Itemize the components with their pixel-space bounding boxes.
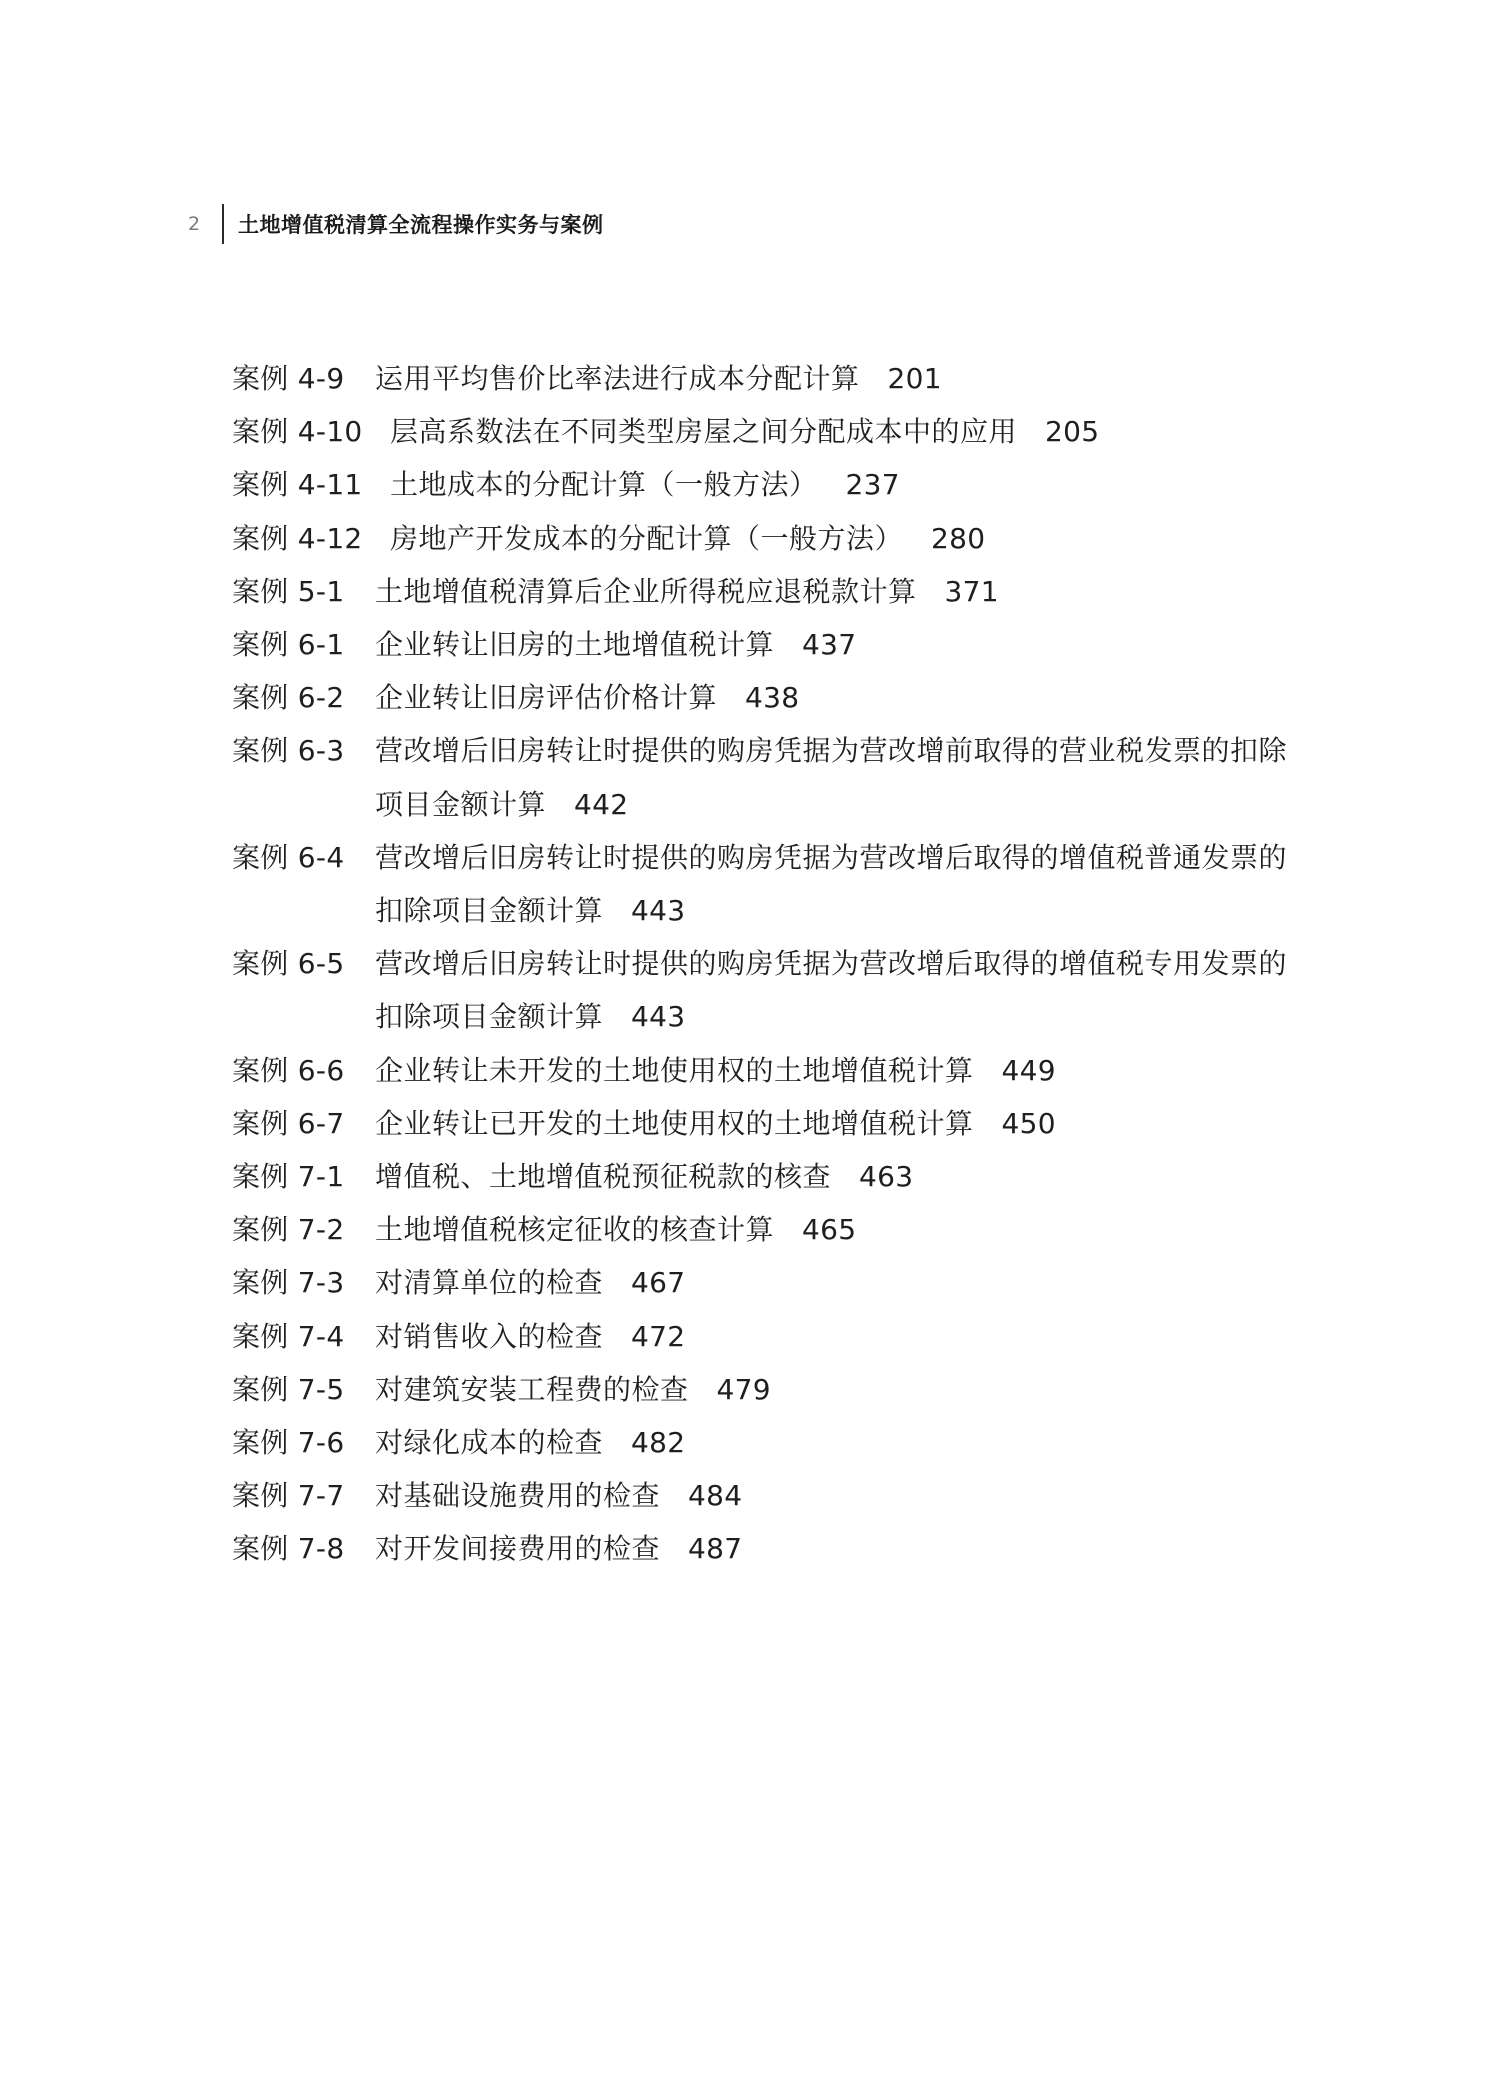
toc-entry-title: 企业转让已开发的土地使用权的土地增值税计算 <box>375 1106 974 1140</box>
toc-entry-title: 对清算单位的检查 <box>375 1266 604 1300</box>
toc-entry-label: 案例 4-9 <box>232 362 345 395</box>
toc-entry[interactable] <box>232 405 1332 458</box>
toc-entry-title: 营改增后旧房转让时提供的购房凭据为营改增前取得的营业税发票的扣除项目金额计算 <box>375 734 1288 821</box>
toc-entry-title: 营改增后旧房转让时提供的购房凭据为营改增后取得的增值税普通发票的扣除项目金额计算 <box>375 840 1288 928</box>
toc-entry-page: 479 <box>716 1372 771 1406</box>
toc-entry-label: 案例 6-3 <box>232 734 345 768</box>
toc-list <box>232 352 1332 1576</box>
toc-entry[interactable] <box>232 1416 1332 1469</box>
toc-entry-label: 案例 7-1 <box>232 1160 345 1194</box>
toc-entry-title: 土地增值税核定征收的核查计算 <box>375 1213 775 1247</box>
toc-entry-title: 土地成本的分配计算（一般方法） <box>390 468 818 502</box>
toc-entry-title: 营改增后旧房转让时提供的购房凭据为营改增后取得的增值税专用发票的扣除项目金额计算 <box>375 947 1288 1034</box>
toc-entry-title: 对销售收入的检查 <box>375 1319 604 1353</box>
toc-entry-label: 案例 7-2 <box>232 1213 345 1247</box>
toc-entry-page: 371 <box>944 574 999 608</box>
running-header <box>188 204 604 244</box>
toc-entry-page: 442 <box>574 787 629 821</box>
toc-entry-label: 案例 6-6 <box>232 1053 345 1087</box>
toc-entry[interactable] <box>232 1097 1332 1150</box>
toc-entry-label: 案例 7-6 <box>232 1426 345 1460</box>
toc-entry-title: 企业转让旧房的土地增值税计算 <box>375 628 775 662</box>
toc-entry[interactable] <box>232 724 1332 830</box>
header-divider <box>222 204 224 244</box>
toc-entry[interactable] <box>232 1256 1332 1309</box>
toc-entry-page: 438 <box>745 681 800 715</box>
toc-entry-title: 对绿化成本的检查 <box>375 1426 604 1460</box>
toc-entry-page: 487 <box>688 1532 743 1566</box>
toc-entry-page: 443 <box>631 1000 686 1034</box>
toc-entry[interactable] <box>232 458 1332 511</box>
toc-entry-page: 450 <box>1001 1106 1056 1140</box>
toc-entry-page: 465 <box>802 1213 857 1247</box>
toc-entry[interactable] <box>232 671 1332 724</box>
toc-entry-page: 280 <box>931 521 986 555</box>
toc-entry-title: 房地产开发成本的分配计算（一般方法） <box>390 521 904 555</box>
toc-entry-label: 案例 4-12 <box>232 521 363 555</box>
toc-entry-page: 201 <box>887 362 942 395</box>
toc-entry-label: 案例 6-7 <box>232 1106 345 1140</box>
toc-entry-title: 企业转让旧房评估价格计算 <box>375 681 718 715</box>
toc-entry[interactable] <box>232 1310 1332 1363</box>
toc-entry-title: 增值税、土地增值税预征税款的核查 <box>375 1160 832 1194</box>
toc-entry-title: 运用平均售价比率法进行成本分配计算 <box>375 362 860 395</box>
toc-entry[interactable] <box>232 1203 1332 1256</box>
toc-entry-label: 案例 6-5 <box>232 947 345 981</box>
toc-entry[interactable] <box>232 1150 1332 1203</box>
toc-entry[interactable] <box>232 565 1332 618</box>
toc-entry-label: 案例 6-1 <box>232 628 345 662</box>
page-number: 2 <box>188 213 201 235</box>
toc-entry-page: 472 <box>631 1319 686 1353</box>
toc-entry-label: 案例 7-5 <box>232 1372 345 1406</box>
toc-entry-title: 对建筑安装工程费的检查 <box>375 1372 689 1406</box>
toc-entry-page: 437 <box>802 628 857 662</box>
toc-entry-title: 企业转让未开发的土地使用权的土地增值税计算 <box>375 1053 974 1087</box>
toc-entry-label: 案例 7-4 <box>232 1319 345 1353</box>
toc-entry[interactable] <box>232 1522 1332 1575</box>
toc-entry-page: 484 <box>688 1479 743 1513</box>
toc-entry[interactable] <box>232 352 1332 405</box>
toc-entry-label: 案例 5-1 <box>232 574 345 608</box>
toc-entry[interactable] <box>232 1363 1332 1416</box>
toc-entry-page: 443 <box>631 894 686 928</box>
toc-entry-page: 237 <box>845 468 900 502</box>
toc-entry[interactable] <box>232 937 1332 1043</box>
toc-entry-page: 205 <box>1045 415 1100 449</box>
toc-entry-page: 463 <box>859 1160 914 1194</box>
toc-entry-label: 案例 6-2 <box>232 681 345 715</box>
toc-entry-title: 对基础设施费用的检查 <box>375 1479 661 1513</box>
toc-entry-label: 案例 7-7 <box>232 1479 345 1513</box>
book-title: 土地增值税清算全流程操作实务与案例 <box>238 213 604 237</box>
toc-entry[interactable] <box>232 618 1332 671</box>
toc-entry-page: 482 <box>631 1426 686 1460</box>
toc-entry-title: 土地增值税清算后企业所得税应退税款计算 <box>375 574 917 608</box>
toc-entry[interactable] <box>232 831 1332 937</box>
toc-entry-label: 案例 7-3 <box>232 1266 345 1300</box>
toc-entry-label: 案例 6-4 <box>232 840 345 874</box>
toc-entry-label: 案例 4-11 <box>232 468 363 502</box>
toc-entry-label: 案例 7-8 <box>232 1532 345 1566</box>
toc-entry[interactable] <box>232 512 1332 565</box>
toc-entry-title: 对开发间接费用的检查 <box>375 1532 661 1566</box>
toc-entry-title: 层高系数法在不同类型房屋之间分配成本中的应用 <box>390 415 1018 449</box>
toc-entry-label: 案例 4-10 <box>232 415 363 449</box>
toc-entry[interactable] <box>232 1469 1332 1522</box>
toc-entry-page: 467 <box>631 1266 686 1300</box>
toc-entry[interactable] <box>232 1044 1332 1097</box>
toc-entry-page: 449 <box>1001 1053 1056 1087</box>
